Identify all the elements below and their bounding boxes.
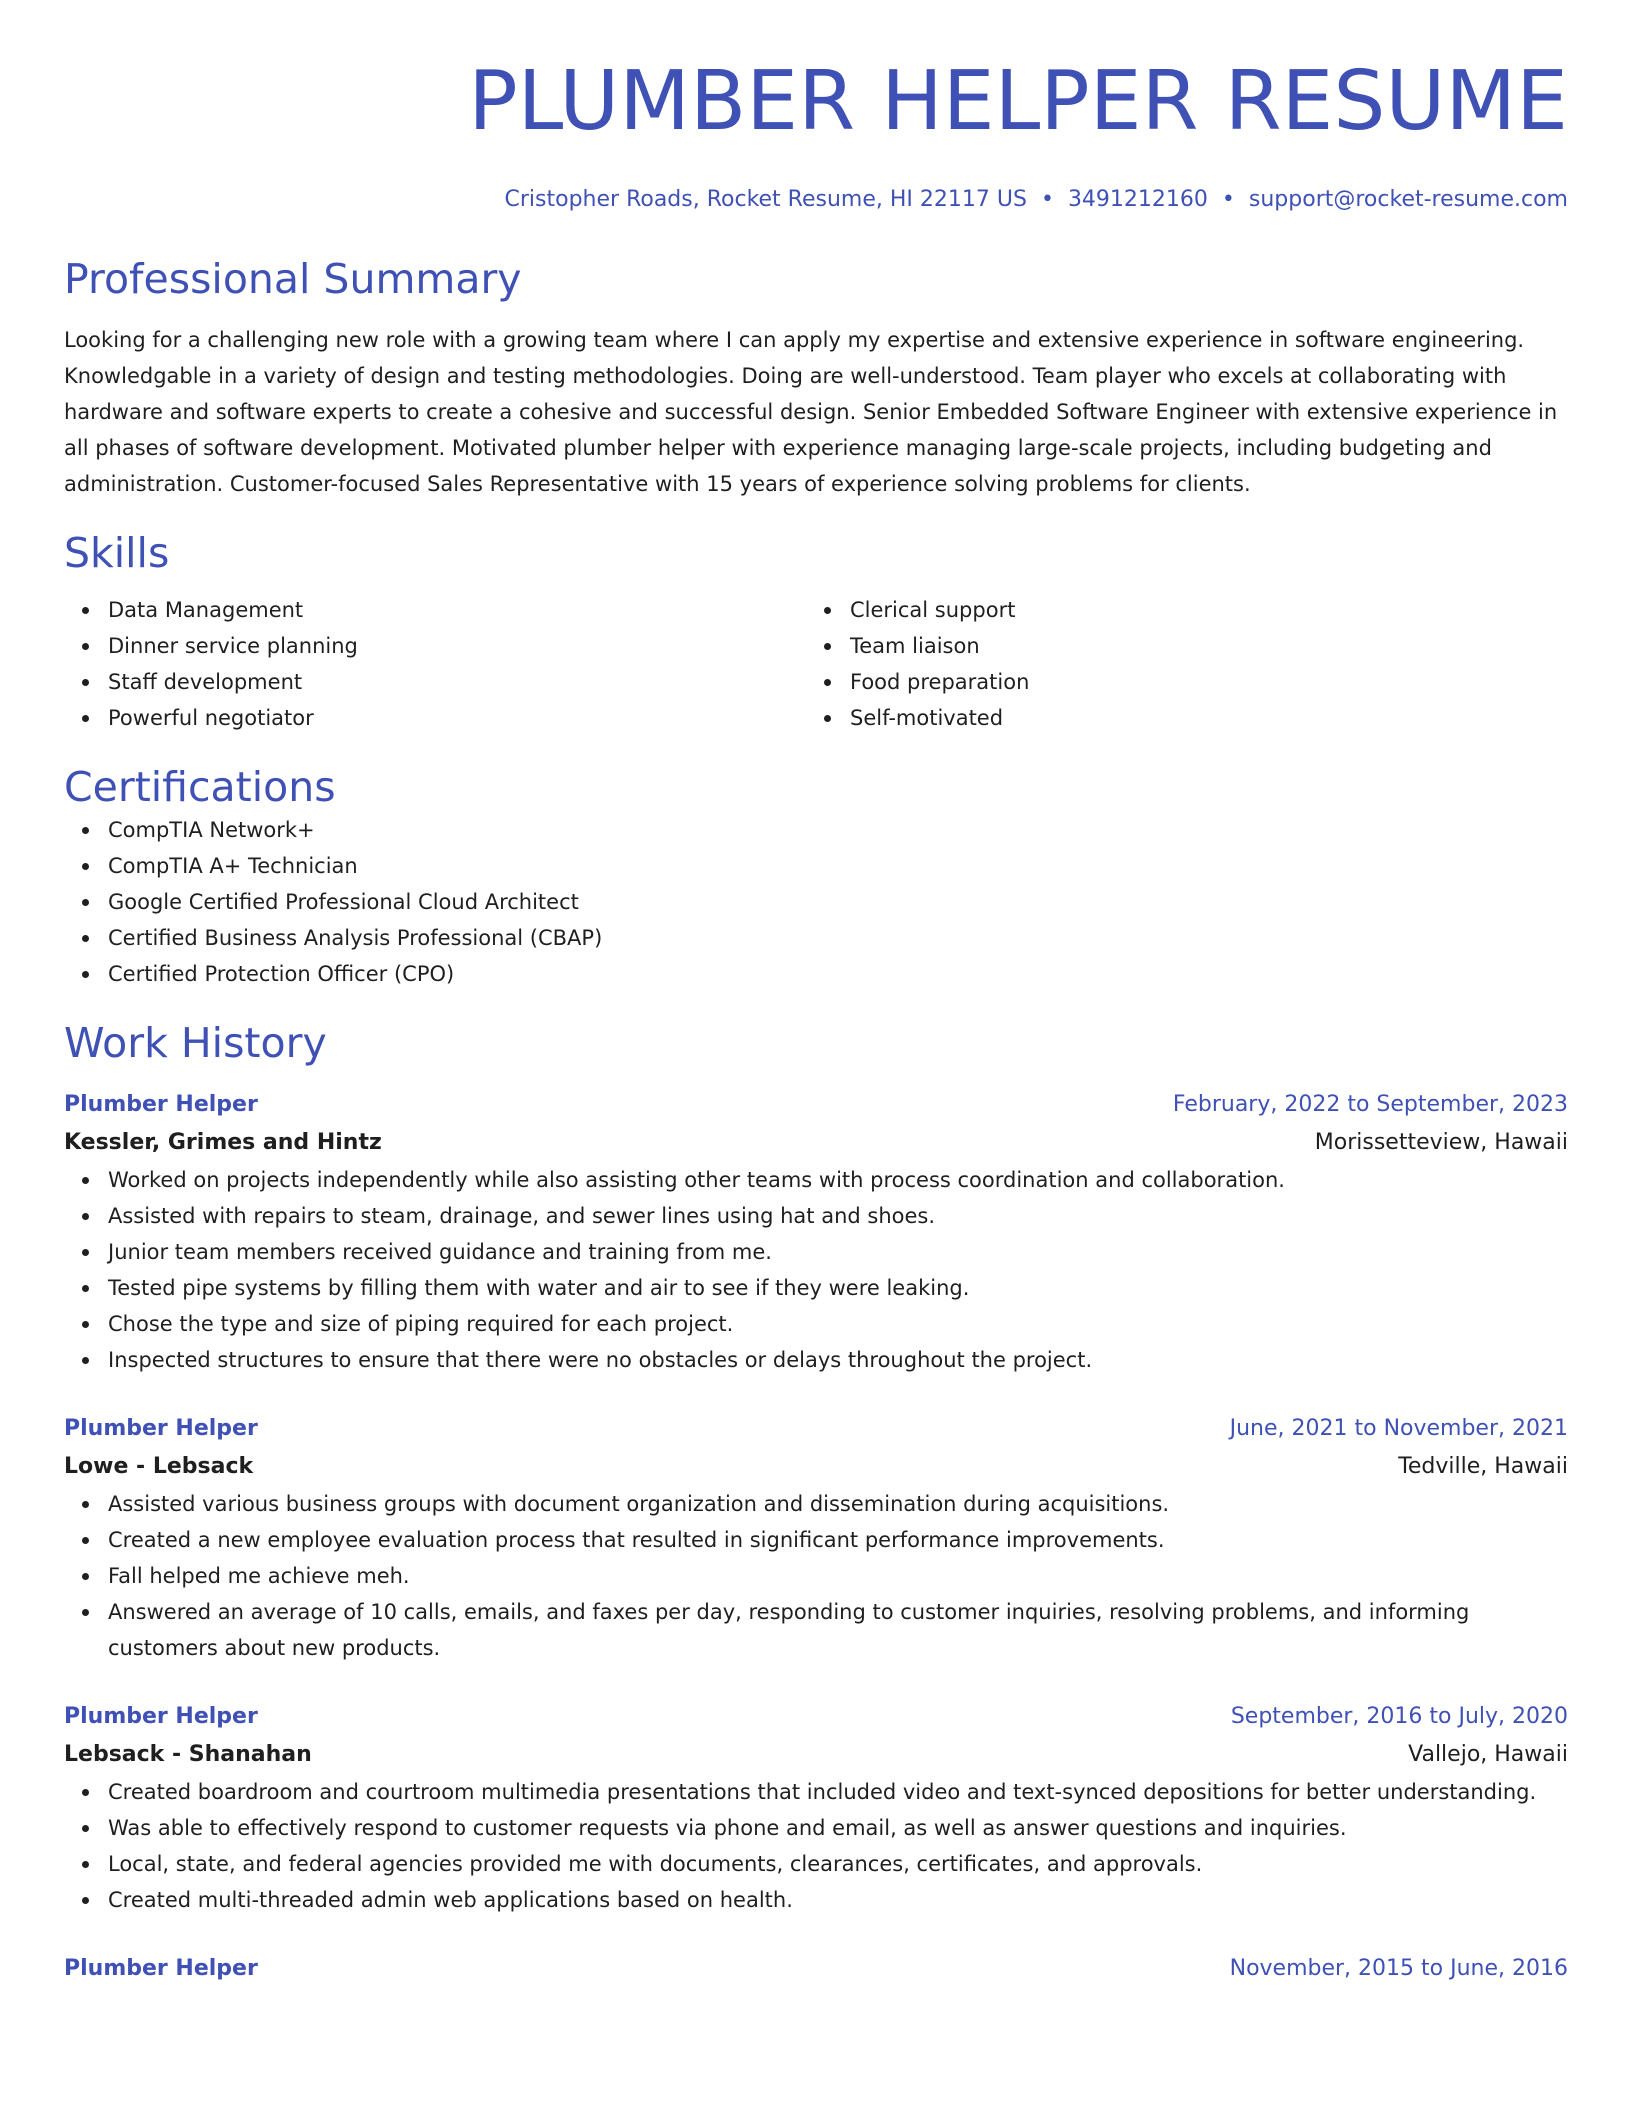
job-duty-item: Inspected structures to ensure that there were no obstacles or delays throughout the project. <box>64 1342 1568 1378</box>
job-title-row <box>64 1950 1568 1988</box>
job-title-row <box>64 1086 1568 1124</box>
skills-list-left <box>64 592 806 736</box>
job-company-row <box>64 1448 1568 1486</box>
skill-item: Data Management <box>64 592 806 628</box>
contact-line <box>64 186 1568 214</box>
job-location: Vallejo, Hawaii <box>1408 1742 1568 1767</box>
job-duty-item: Chose the type and size of piping required for each project. <box>64 1306 1568 1342</box>
skill-item: Dinner service planning <box>64 628 806 664</box>
job-dates: June, 2021 to November, 2021 <box>1229 1416 1568 1441</box>
job-role: Plumber Helper <box>64 1704 258 1729</box>
summary-heading: Professional Summary <box>64 255 522 303</box>
skill-item: Staff development <box>64 664 806 700</box>
resume-page <box>64 0 1568 1988</box>
job-role: Plumber Helper <box>64 1416 258 1441</box>
skill-item: Team liaison <box>806 628 1548 664</box>
job-duty-item: Answered an average of 10 calls, emails, and faxes per day, responding to customer inquiries, resolving problems, and informing customers about new products. <box>64 1594 1568 1666</box>
job-entry <box>64 1410 1568 1666</box>
job-duty-item: Junior team members received guidance and training from me. <box>64 1234 1568 1270</box>
job-dates: February, 2022 to September, 2023 <box>1172 1092 1568 1117</box>
skills-list-right <box>806 592 1548 736</box>
skills-heading: Skills <box>64 529 170 577</box>
contact-separator: • <box>1221 187 1235 212</box>
contact-phone: 3491212160 <box>1067 187 1208 212</box>
contact-email[interactable]: support@rocket-resume.com <box>1248 187 1568 212</box>
certification-item: Certified Protection Officer (CPO) <box>64 956 1568 992</box>
skill-item: Clerical support <box>806 592 1548 628</box>
job-duty-item: Local, state, and federal agencies provided me with documents, clearances, certificates, and approvals. <box>64 1846 1568 1882</box>
job-entry <box>64 1086 1568 1378</box>
job-duties-list <box>64 1486 1568 1666</box>
skill-item: Powerful negotiator <box>64 700 806 736</box>
job-dates: November, 2015 to June, 2016 <box>1229 1956 1568 1981</box>
certification-item: CompTIA Network+ <box>64 812 1568 848</box>
job-dates: September, 2016 to July, 2020 <box>1230 1704 1568 1729</box>
job-company: Lowe - Lebsack <box>64 1454 254 1479</box>
certifications-heading: Certifications <box>64 763 336 811</box>
job-role: Plumber Helper <box>64 1092 258 1117</box>
job-company-row <box>64 1736 1568 1774</box>
contact-separator: • <box>1040 187 1054 212</box>
job-entry <box>64 1950 1568 1988</box>
job-duty-item: Worked on projects independently while also assisting other teams with process coordination and collaboration. <box>64 1162 1568 1198</box>
job-duty-item: Created a new employee evaluation process that resulted in significant performance improvements. <box>64 1522 1568 1558</box>
job-company: Kessler, Grimes and Hintz <box>64 1130 382 1155</box>
job-duties-list <box>64 1162 1568 1378</box>
resume-title: PLUMBER HELPER RESUME <box>468 54 1568 149</box>
job-role: Plumber Helper <box>64 1956 258 1981</box>
job-location: Morissetteview, Hawaii <box>1314 1130 1568 1155</box>
summary-text: Looking for a challenging new role with a growing team where I can apply my expertise and extensive experience in software engineering. Knowledgable in a variety of design and testing methodologies. Doing are well-understood. Team player who excels at collaborating with hardware and software experts to create a cohesive and successful design. Senior Embedded Software Engineer with extensive experience in all phases of software development. Motivated plumber helper with experience managing large-scale projects, including budgeting and administration. Customer-focused Sales Representative with 15 years of experience solving problems for clients. <box>64 328 1558 496</box>
job-duties-list <box>64 1774 1568 1918</box>
contact-address: Cristopher Roads, Rocket Resume, HI 22117 US <box>504 187 1027 212</box>
job-duty-item: Was able to effectively respond to customer requests via phone and email, as well as answer questions and inquiries. <box>64 1810 1568 1846</box>
job-company: Lebsack - Shanahan <box>64 1742 312 1767</box>
certification-item: Certified Business Analysis Professional (CBAP) <box>64 920 1568 956</box>
certification-item: Google Certified Professional Cloud Architect <box>64 884 1568 920</box>
skills-column-left <box>64 592 806 736</box>
job-company-row <box>64 1124 1568 1162</box>
resume-header <box>64 0 1568 214</box>
job-duty-item: Assisted with repairs to steam, drainage, and sewer lines using hat and shoes. <box>64 1198 1568 1234</box>
certifications-list <box>64 812 1568 992</box>
job-title-row <box>64 1698 1568 1736</box>
job-duty-item: Fall helped me achieve meh. <box>64 1558 1568 1594</box>
job-entry <box>64 1698 1568 1918</box>
certification-item: CompTIA A+ Technician <box>64 848 1568 884</box>
skill-item: Food preparation <box>806 664 1548 700</box>
job-duty-item: Created multi-threaded admin web applications based on health. <box>64 1882 1568 1918</box>
work-history-heading: Work History <box>64 1019 327 1067</box>
job-duty-item: Created boardroom and courtroom multimedia presentations that included video and text-synced depositions for better understanding. <box>64 1774 1568 1810</box>
job-title-row <box>64 1410 1568 1448</box>
job-duty-item: Assisted various business groups with document organization and dissemination during acquisitions. <box>64 1486 1568 1522</box>
skill-item: Self-motivated <box>806 700 1548 736</box>
job-duty-item: Tested pipe systems by filling them with water and air to see if they were leaking. <box>64 1270 1568 1306</box>
job-location: Tedville, Hawaii <box>1398 1454 1568 1479</box>
skills-grid <box>64 592 1568 736</box>
skills-column-right <box>806 592 1548 736</box>
